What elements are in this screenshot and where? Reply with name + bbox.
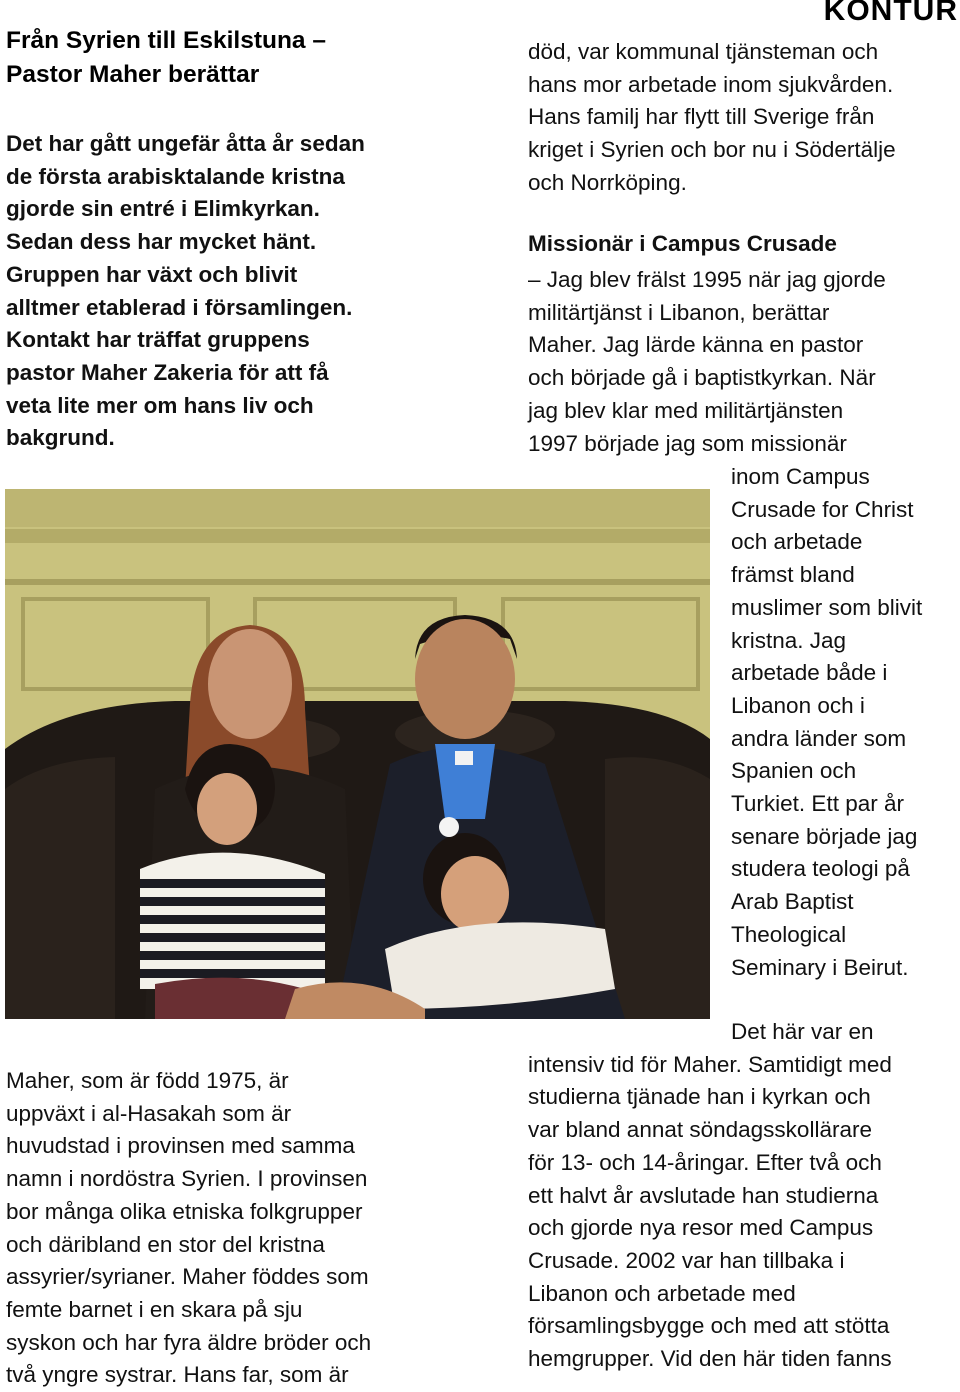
body-line: hemgrupper. Vid den här tiden fanns (528, 1346, 892, 1372)
body-line: Arab Baptist (731, 889, 854, 915)
body-line: hans mor arbetade inom sjukvården. (528, 71, 894, 97)
intro-line: veta lite mer om hans liv och (6, 392, 314, 418)
body-line: andra länder som (731, 725, 907, 751)
body-line: Turkiet. Ett par år (731, 791, 904, 817)
body-line: Libanon och i (731, 692, 865, 718)
right-column-narrow (731, 461, 956, 984)
body-line: assyrier/syrianer. Maher föddes som (6, 1264, 369, 1290)
body-line: och började gå i baptistkyrkan. När (528, 365, 876, 391)
body-line: och däribland en stor del kristna (6, 1231, 325, 1257)
body-line: Libanon och arbetade med (528, 1280, 796, 1306)
body-line: för 13- och 14-åringar. Efter två och (528, 1149, 882, 1175)
body-line: och Norrköping. (528, 169, 687, 195)
intro-line: Det har gått ungefär åtta år sedan (6, 131, 365, 156)
body-line: namn i nordöstra Syrien. I provinsen (6, 1166, 368, 1192)
body-line: militärtjänst i Libanon, berättar (528, 299, 830, 325)
masthead: KONTUR (823, 0, 958, 27)
body-line: arbetade både i (731, 660, 888, 686)
body-line: Det här var en (731, 1019, 874, 1044)
body-line: bor många olika etniska folkgrupper (6, 1198, 363, 1224)
family-photo (5, 489, 710, 1019)
body-line: senare började jag (731, 823, 918, 849)
right-column-top (528, 36, 958, 200)
intro-line: de första arabisktalande kristna (6, 163, 345, 189)
body-line: Maher. Jag lärde känna en pastor (528, 332, 864, 358)
body-line: Hans familj har flytt till Sverige från (528, 104, 875, 130)
title-line: Pastor Maher berättar (6, 61, 260, 88)
body-line: var bland annat söndagsskollärare (528, 1117, 872, 1143)
intro-line: Gruppen har växt och blivit (6, 261, 298, 287)
intro-line: pastor Maher Zakeria för att få (6, 359, 329, 385)
body-line: Spanien och (731, 758, 857, 784)
body-line: församlingsbygge och med att stötta (528, 1313, 890, 1339)
intro-line: gjorde sin entré i Elimkyrkan. (6, 196, 320, 222)
body-line: ett halvt år avslutade han studierna (528, 1182, 879, 1208)
body-line: femte barnet i en skara på sju (6, 1296, 303, 1322)
article-title (6, 24, 446, 92)
body-line: studera teologi på (731, 856, 910, 882)
left-column-body (6, 1065, 476, 1392)
right-column-bottom (528, 1016, 958, 1376)
body-line: Crusade for Christ (731, 496, 914, 522)
body-line: jag blev klar med militärtjänsten (528, 397, 844, 423)
article-intro (6, 128, 466, 455)
intro-line: Kontakt har träffat gruppens (6, 327, 310, 353)
intro-line: bakgrund. (6, 425, 115, 451)
body-line: Theological (731, 921, 847, 947)
body-line: huvudstad i provinsen med samma (6, 1133, 355, 1159)
section-subheading: Missionär i Campus Crusade (528, 231, 837, 256)
intro-line: alltmer etablerad i församlingen. (6, 294, 353, 320)
body-line: kriget i Syrien och bor nu i Södertälje (528, 137, 896, 163)
body-line: Maher, som är född 1975, är (6, 1068, 289, 1093)
body-line: två yngre systrar. Hans far, som är (6, 1362, 349, 1388)
body-line: Seminary i Beirut. (731, 954, 909, 980)
body-line: och gjorde nya resor med Campus (528, 1215, 874, 1241)
body-line: uppväxt i al-Hasakah som är (6, 1100, 292, 1126)
body-line: främst bland (731, 562, 855, 588)
body-line: intensiv tid för Maher. Samtidigt med (528, 1051, 892, 1077)
body-line: – Jag blev frälst 1995 när jag gjorde (528, 267, 886, 292)
body-line: 1997 började jag som missionär (528, 430, 847, 456)
body-line: syskon och har fyra äldre bröder och (6, 1329, 372, 1355)
body-line: inom Campus (731, 464, 870, 489)
body-line: Crusade. 2002 var han tillbaka i (528, 1247, 845, 1273)
body-line: studierna tjänade han i kyrkan och (528, 1084, 871, 1110)
body-line: kristna. Jag (731, 627, 847, 653)
body-line: muslimer som blivit (731, 594, 923, 620)
body-line: död, var kommunal tjänsteman och (528, 39, 879, 64)
title-line: Från Syrien till Eskilstuna – (6, 27, 326, 54)
intro-line: Sedan dess har mycket hänt. (6, 229, 317, 255)
right-column-mid (528, 264, 958, 460)
body-line: och arbetade (731, 529, 863, 555)
